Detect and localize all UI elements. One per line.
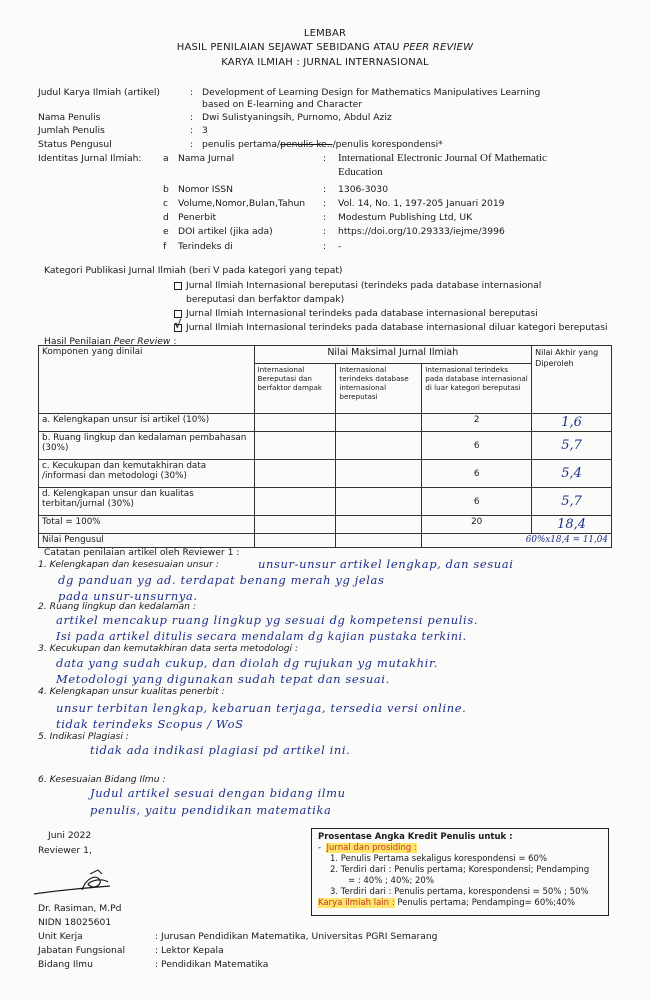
journal-f-letter: f xyxy=(163,241,167,252)
kategori-checkbox-1[interactable] xyxy=(174,282,182,290)
jurnal-label: Jurnal dan prosiding : xyxy=(326,843,417,853)
catatan-hand: Isi pada artikel ditulis secara mendalam dg kajian pustaka terkini. xyxy=(56,630,467,643)
check-mark-icon: √ xyxy=(174,318,182,331)
colon: : xyxy=(323,241,327,252)
catatan-hand: unsur terbitan lengkap, kebaruan terjaga, tersedia versi online. xyxy=(56,701,467,715)
jabatan-value: : Lektor Kepala xyxy=(155,945,224,956)
status-part-a: penulis pertama/ xyxy=(202,139,281,150)
row-score: 5,7 xyxy=(532,488,612,516)
journal-a-value-2: Education xyxy=(338,166,383,178)
catatan-title: Catatan penilaian artikel oleh Reviewer 1 : xyxy=(44,547,240,558)
status-value xyxy=(202,139,443,150)
row-score: 1,6 xyxy=(532,414,612,432)
bidang-label: Bidang Ilmu xyxy=(38,959,93,970)
hasil-label-prefix: Hasil Penilaian xyxy=(44,336,114,347)
header-line2-italic: PEER REVIEW xyxy=(403,42,474,53)
journal-a-value-1: International Electronic Journal Of Mathematic xyxy=(338,152,547,164)
nilai-akhir-header: Nilai Akhir yang Diperoleh xyxy=(532,346,612,414)
journal-e-letter: e xyxy=(163,226,169,237)
unit-value: : Jurusan Pendidikan Matematika, Universitas PGRI Semarang xyxy=(155,931,438,942)
catatan-hand: pada unsur-unsurnya. xyxy=(58,589,198,603)
kategori-opt2: Jurnal Ilmiah Internasional terindeks pada database internasional bereputasi xyxy=(186,308,538,319)
status-part-strike: penulis ke.. xyxy=(280,139,333,150)
row-label: b. Ruang lingkup dan kedalaman pembahasan (30%) xyxy=(39,432,255,460)
journal-b-label: Nomor ISSN xyxy=(178,184,234,195)
journal-b-letter: b xyxy=(163,184,169,195)
catatan-hand: unsur-unsur artikel lengkap, dan sesuai xyxy=(258,557,514,571)
colon: : xyxy=(323,198,327,209)
karya-label: Karya ilmiah lain : xyxy=(318,898,395,908)
journal-d-letter: d xyxy=(163,212,169,223)
journal-d-value: Modestum Publishing Ltd, UK xyxy=(338,212,473,223)
pengusul-row xyxy=(39,534,612,548)
colon: : xyxy=(190,125,194,136)
kategori-opt3: Jurnal Ilmiah Internasional terindeks pada database internasional diluar kategori bereputasi xyxy=(186,322,608,333)
pengusul-value: 60%x18,4 = 11,04 xyxy=(422,534,612,548)
journal-c-letter: c xyxy=(163,198,169,209)
colon: : xyxy=(190,87,194,98)
journal-f-value: - xyxy=(338,241,342,252)
catatan-label: 5. Indikasi Plagiasi : xyxy=(38,731,129,742)
hasil-label-italic: Peer Review xyxy=(113,336,171,347)
identitas-label: Identitas Jurnal Ilmiah: xyxy=(38,153,142,164)
jabatan-label: Jabatan Fungsional xyxy=(38,945,126,956)
kategori-opt1-line2: bereputasi dan berfaktor dampak) xyxy=(186,294,345,305)
sub-header-1: Internasional Bereputasi dan berfaktor dampak xyxy=(254,364,336,414)
journal-b-value: 1306-3030 xyxy=(338,184,389,195)
catatan-hand: artikel mencakup ruang lingkup yg sesuai dg kompetensi penulis. xyxy=(56,613,479,627)
judul-value-2: based on E-learning and Character xyxy=(202,99,363,110)
row-max: 6 xyxy=(422,488,532,516)
sign-reviewer: Reviewer 1, xyxy=(38,845,92,856)
table-row xyxy=(39,414,612,432)
karya-rest: Penulis pertama; Pendamping= 60%;40% xyxy=(394,898,576,908)
sub-header-3: Internasional terindeks pada database internasional di luar kategori bereputasi xyxy=(422,364,532,414)
table-row xyxy=(39,432,612,460)
bidang-value: : Pendidikan Matematika xyxy=(155,959,269,970)
prosentase-title: Prosentase Angka Kredit Penulis untuk : xyxy=(318,832,513,842)
komponen-header: Komponen yang dinilai xyxy=(39,346,255,414)
status-part-b: /penulis korespondensi* xyxy=(332,139,443,150)
row-label: c. Kecukupan dan kemutakhiran data /informasi dan metodologi (30%) xyxy=(39,460,255,488)
header-line2-prefix: HASIL PENILAIAN SEJAWAT SEBIDANG ATAU xyxy=(176,42,404,53)
catatan-label: 1. Kelengkapan dan kesesuaian unsur : xyxy=(38,559,219,570)
colon: : xyxy=(323,212,327,223)
status-label: Status Pengusul xyxy=(38,139,112,150)
row-max: 6 xyxy=(422,460,532,488)
table-row xyxy=(39,460,612,488)
judul-label: Judul Karya Ilmiah (artikel) xyxy=(38,87,160,98)
hasil-label-suffix: : xyxy=(170,336,177,347)
total-row xyxy=(39,516,612,534)
journal-a-label: Nama Jurnal xyxy=(178,153,235,164)
judul-value-1: Development of Learning Design for Mathematics Manipulatives Learning xyxy=(202,87,541,98)
jumlah-value: 3 xyxy=(202,125,208,136)
catatan-label: 6. Kesesuaian Bidang Ilmu : xyxy=(38,774,166,785)
catatan-hand: penulis, yaitu pendidikan matematika xyxy=(90,803,332,817)
row-score: 5,7 xyxy=(532,432,612,460)
colon: : xyxy=(190,139,194,150)
colon: : xyxy=(323,226,327,237)
row-max: 2 xyxy=(422,414,532,432)
jumlah-label: Jumlah Penulis xyxy=(38,125,105,136)
catatan-hand: tidak terindeks Scopus / WoS xyxy=(56,717,244,731)
prosentase-box xyxy=(311,828,609,916)
nilai-max-header: Nilai Maksimal Jurnal Ilmiah xyxy=(254,346,532,364)
catatan-label: 3. Kecukupan dan kemutakhiran data serta metodologi : xyxy=(38,643,299,654)
journal-e-label: DOI artikel (jika ada) xyxy=(178,226,273,237)
nama-value: Dwi Sulistyaningsih, Purnomo, Abdul Aziz xyxy=(202,112,392,123)
colon: : xyxy=(190,112,194,123)
row-label: a. Kelengkapan unsur isi artikel (10%) xyxy=(39,414,255,432)
sign-nidn: NIDN 18025601 xyxy=(38,917,112,928)
header-line3: KARYA ILMIAH : JURNAL INTERNASIONAL xyxy=(221,57,429,68)
catatan-hand: data yang sudah cukup, dan diolah dg rujukan yg mutakhir. xyxy=(56,656,439,670)
catatan-label: 2. Ruang lingkup dan kedalaman : xyxy=(38,601,196,612)
catatan-label: 4. Kelengkapan unsur kualitas penerbit : xyxy=(38,686,225,697)
journal-f-label: Terindeks di xyxy=(178,241,233,252)
header-line1: LEMBAR xyxy=(303,28,347,39)
prosentase-item-2a: 2. Terdiri dari : Penulis pertama; Korespondensi; Pendamping xyxy=(330,865,590,875)
sign-date: Juni 2022 xyxy=(48,830,92,841)
catatan-hand: dg panduan yg ad. terdapat benang merah yg jelas xyxy=(58,573,385,587)
header-line2 xyxy=(0,42,650,53)
kategori-checkbox-2[interactable] xyxy=(174,310,182,318)
row-score: 5,4 xyxy=(532,460,612,488)
colon: : xyxy=(323,184,327,195)
prosentase-item-1: 1. Penulis Pertama sekaligus korespondensi = 60% xyxy=(330,854,548,864)
journal-c-label: Volume,Nomor,Bulan,Tahun xyxy=(178,198,306,209)
unit-label: Unit Kerja xyxy=(38,931,83,942)
nama-label: Nama Penulis xyxy=(38,112,101,123)
row-max: 6 xyxy=(422,432,532,460)
prosentase-item-2b: = : 40% ; 40%; 20% xyxy=(348,876,434,886)
journal-d-label: Penerbit xyxy=(178,212,217,223)
table-row xyxy=(39,488,612,516)
catatan-hand: tidak ada indikasi plagiasi pd artikel ini. xyxy=(90,743,351,757)
total-score: 18,4 xyxy=(532,516,612,534)
pengusul-label: Nilai Pengusul xyxy=(39,534,255,548)
colon: : xyxy=(323,153,327,164)
catatan-hand: Metodologi yang digunakan sudah tepat dan sesuai. xyxy=(56,672,390,686)
row-label: d. Kelengkapan unsur dan kualitas terbitan/jurnal (30%) xyxy=(39,488,255,516)
total-label: Total = 100% xyxy=(39,516,255,534)
nilai-table xyxy=(38,345,612,548)
sign-name: Dr. Rasiman, M.Pd xyxy=(38,903,122,914)
total-max: 20 xyxy=(422,516,532,534)
prosentase-item-3: 3. Terdiri dari : Penulis pertama, korespondensi = 50% ; 50% xyxy=(330,887,589,897)
journal-a-letter: a xyxy=(163,153,169,164)
prosentase-dash: - xyxy=(318,843,322,853)
kategori-title: Kategori Publikasi Jurnal Ilmiah (beri V pada kategori yang tepat) xyxy=(44,265,343,276)
signature-icon xyxy=(30,868,140,900)
catatan-hand: Judul artikel sesuai dengan bidang ilmu xyxy=(90,786,346,800)
journal-c-value: Vol. 14, No. 1, 197-205 Januari 2019 xyxy=(338,198,505,209)
sub-header-2: Internasional terindeks database internasional bereputasi xyxy=(336,364,422,414)
journal-e-value: https://doi.org/10.29333/iejme/3996 xyxy=(338,226,505,237)
kategori-opt1-line1: Jurnal Ilmiah Internasional bereputasi (terindeks pada database internasional xyxy=(186,280,542,291)
